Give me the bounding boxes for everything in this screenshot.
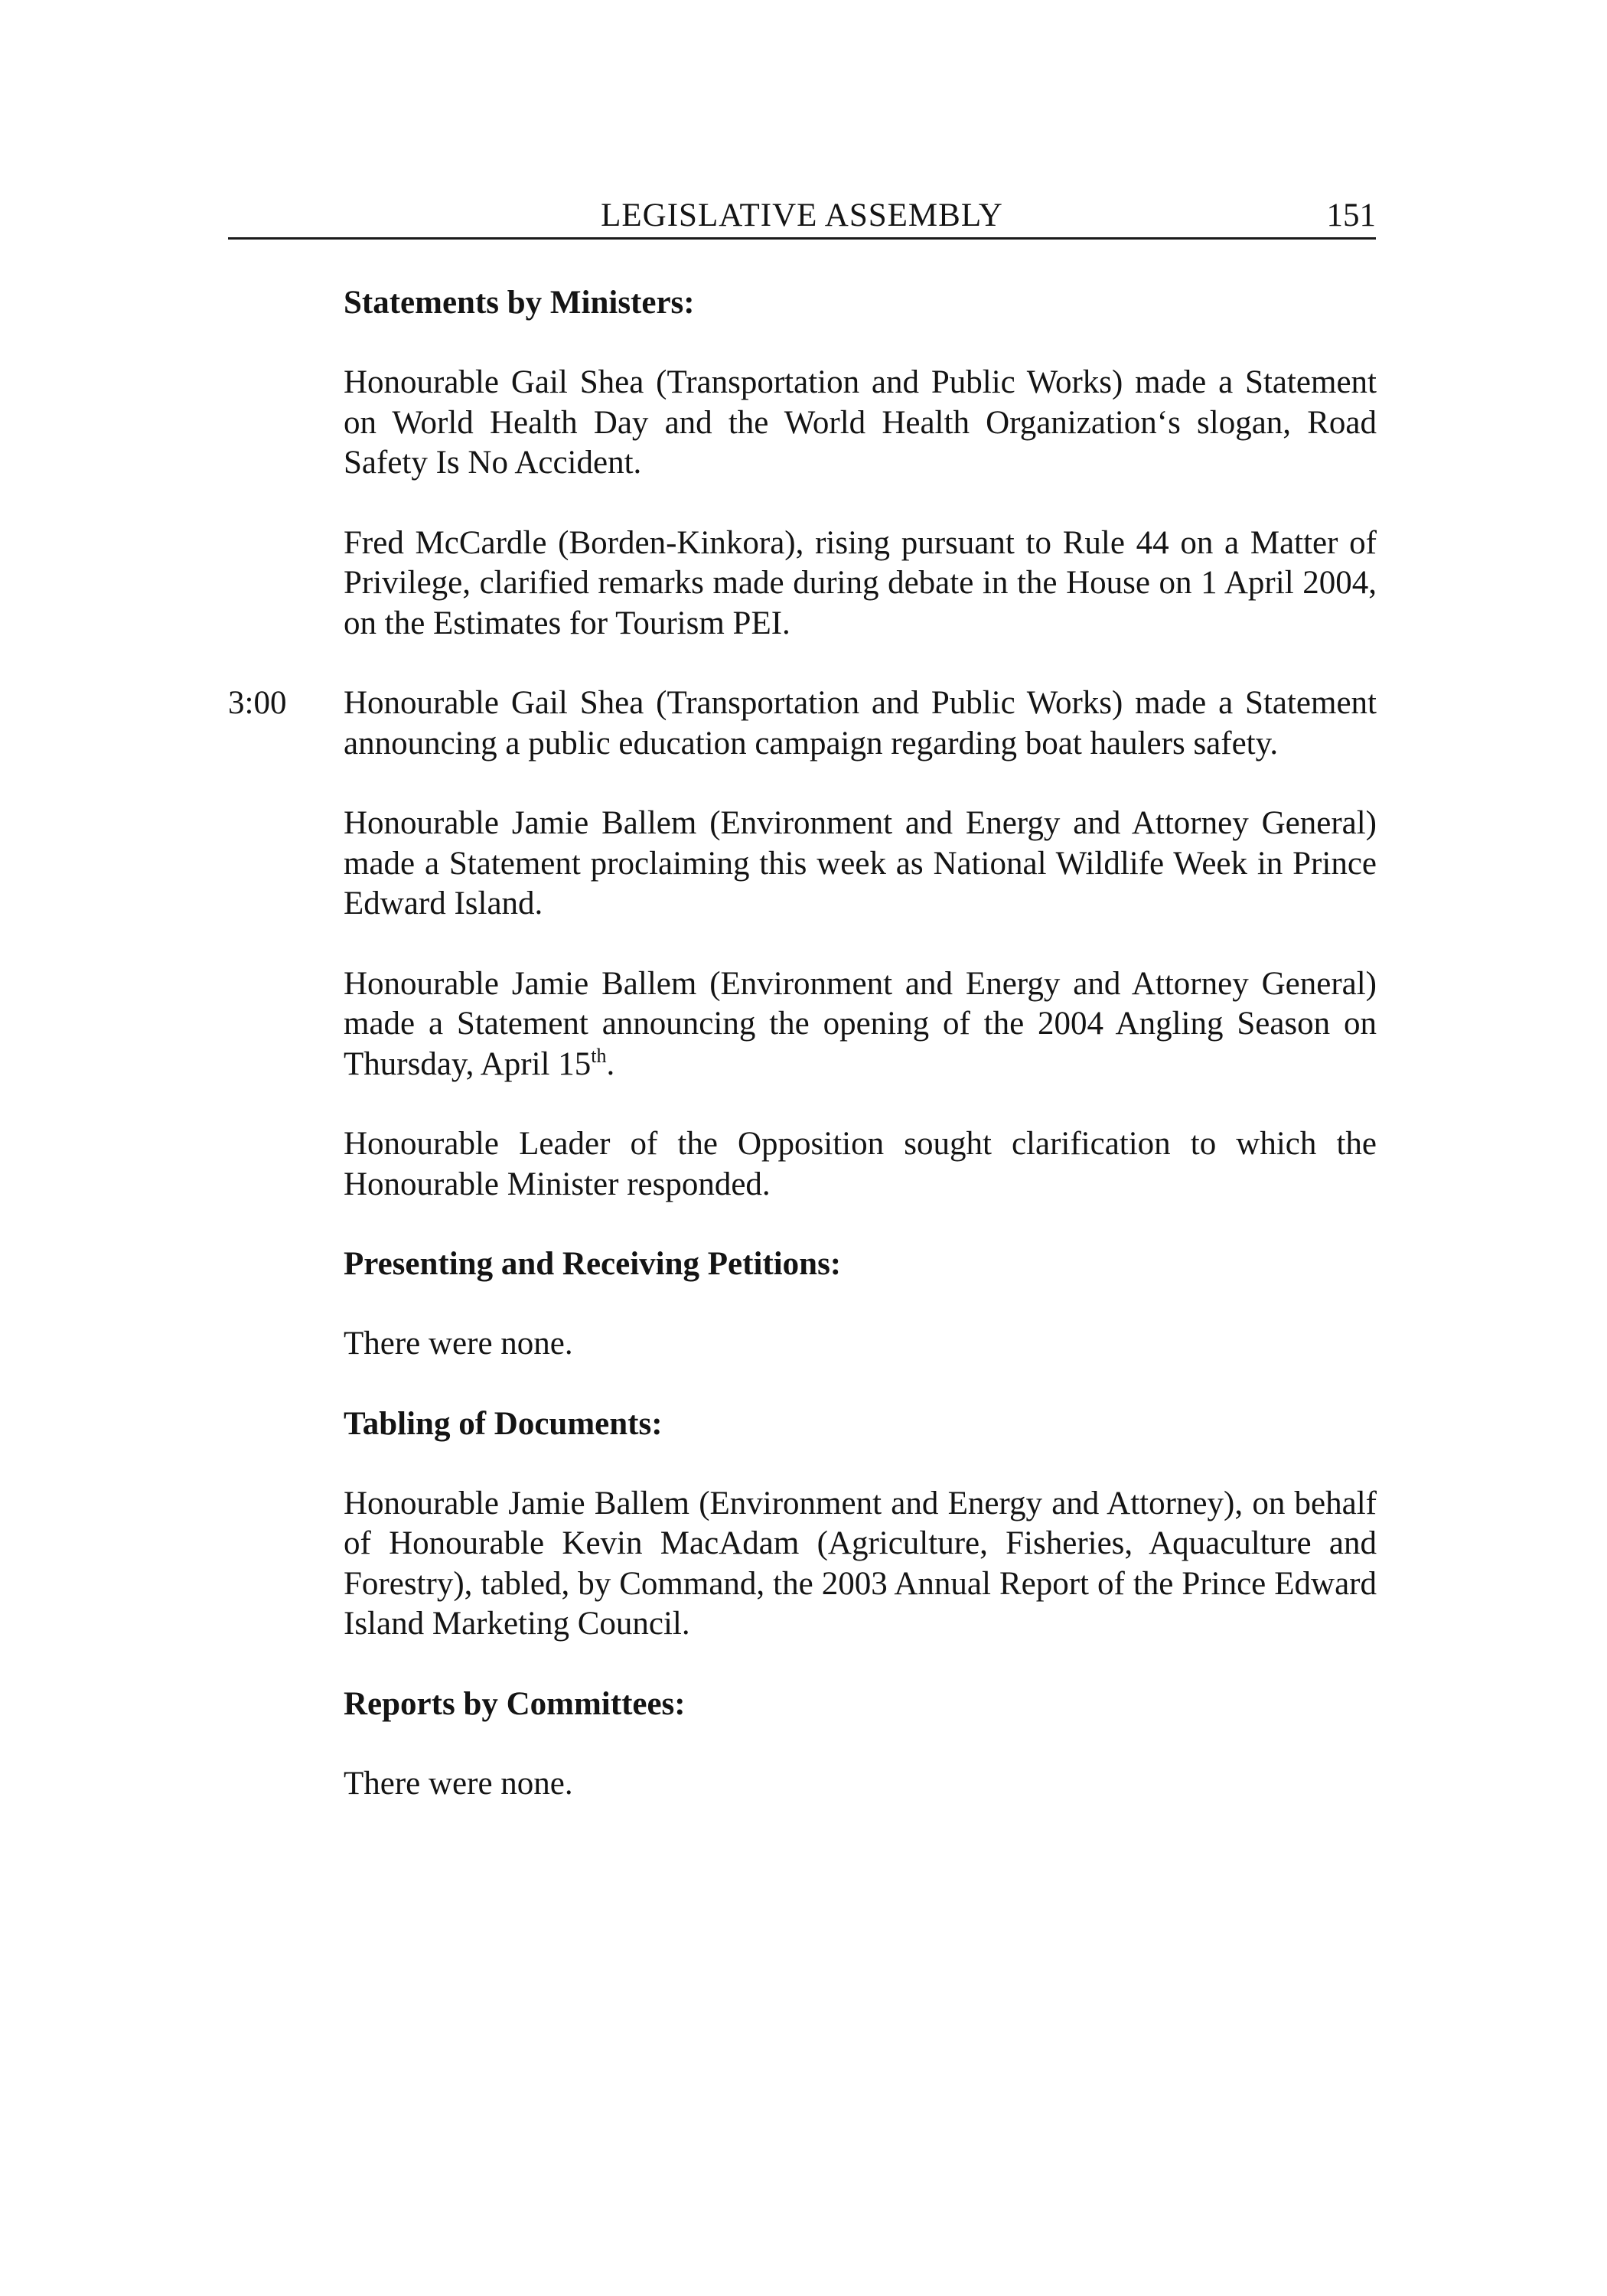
- running-header-title: LEGISLATIVE ASSEMBLY: [601, 197, 1003, 233]
- time-marker: 3:00: [228, 685, 287, 721]
- paragraph-angling-season: [344, 964, 1377, 1085]
- paragraph-national-wildlife-week: Honourable Jamie Ballem (Environment and Energy and Attorney General) made a Statement proclaiming this week as National Wildlife Week in Prince Edward Island.: [344, 805, 1377, 921]
- paragraph-text: Honourable Jamie Ballem (Environment and Energy and Attorney General) made a Statement announcing the opening of the 2004 Angling Season on Thursday, April 15: [344, 965, 1377, 1082]
- paragraph-text: Honourable Gail Shea (Transportation and Public Works) made a Statement announcing a public education campaign regarding boat haulers safety.: [344, 685, 1377, 762]
- document-body: [228, 283, 1377, 1844]
- section-heading-committees: Reports by Committees:: [344, 1685, 686, 1722]
- paragraph-tabling-report: Honourable Jamie Ballem (Environment and Energy and Attorney), on behalf of Honourable Kevin MacAdam (Agriculture, Fisheries, Aquaculture and Forestry), tabled, by Command, the 2003 Annual Report of the Prince Edward Island Marketing Council.: [344, 1485, 1377, 1642]
- paragraph-petitions-none: There were none.: [344, 1326, 573, 1362]
- section-heading-petitions: Presenting and Receiving Petitions:: [344, 1246, 842, 1282]
- paragraph-boat-haulers-safety: [228, 683, 1377, 764]
- paragraph-end: .: [606, 1045, 615, 1082]
- paragraph-opposition-clarification: Honourable Leader of the Opposition sought clarification to which the Honourable Minister responded.: [344, 1126, 1377, 1202]
- section-heading-statements: Statements by Ministers:: [344, 285, 695, 321]
- section-heading-tabling: Tabling of Documents:: [344, 1405, 663, 1442]
- paragraph-committees-none: There were none.: [344, 1765, 573, 1802]
- page-number: 151: [1326, 197, 1376, 233]
- running-header: [228, 194, 1376, 240]
- paragraph-matter-of-privilege: Fred McCardle (Borden-Kinkora), rising pursuant to Rule 44 on a Matter of Privilege, clarified remarks made during debate in the House on 1 April 2004, on the Estimates for Tourism PEI.: [344, 524, 1377, 641]
- paragraph-statement-world-health-day: Honourable Gail Shea (Transportation and Public Works) made a Statement on World Health Day and the World Health Organization‘s slogan, Road Safety Is No Accident.: [344, 364, 1377, 481]
- ordinal-superscript: th: [591, 1044, 607, 1067]
